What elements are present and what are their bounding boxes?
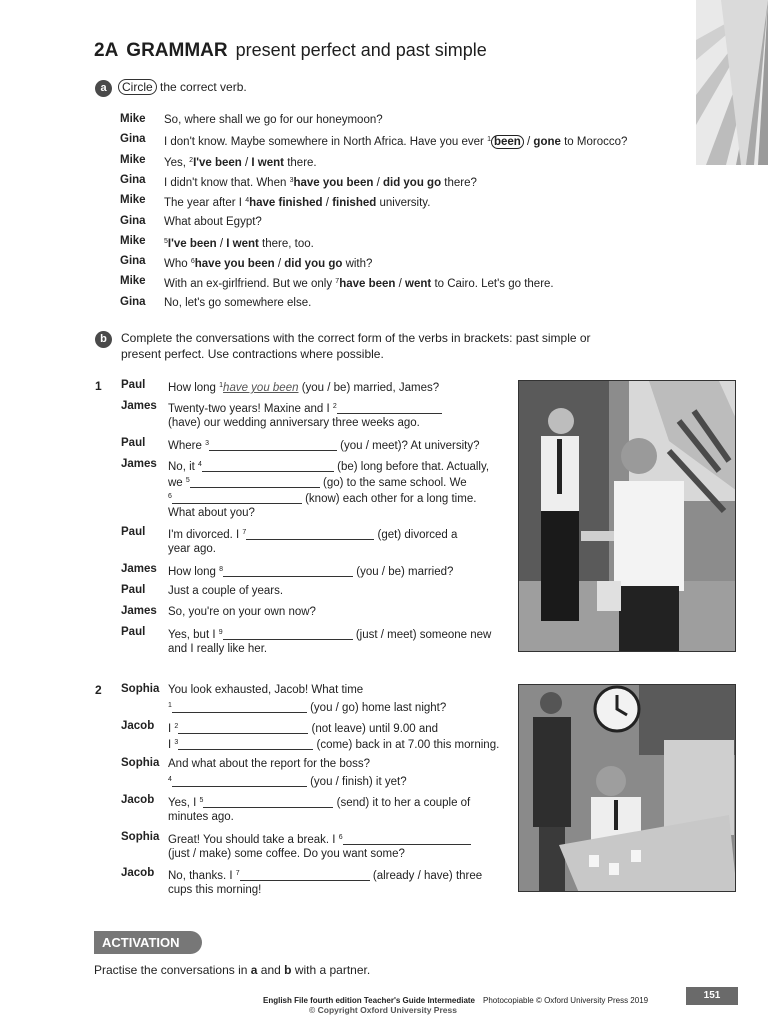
answer-blank	[178, 739, 313, 750]
line-text: (already / have) three	[369, 870, 483, 882]
separator: /	[322, 197, 333, 210]
item-number: 4	[245, 197, 250, 205]
speaker-name: Sophia	[121, 683, 160, 695]
dialogue-line	[164, 133, 627, 149]
verb-option: have you been	[194, 258, 275, 271]
dialogue-line	[168, 474, 467, 490]
item-number: 7	[235, 870, 240, 877]
verb-option: went	[405, 278, 432, 291]
line-text: there?	[441, 176, 477, 189]
dialogue-line	[168, 794, 470, 810]
speaker-name: Sophia	[121, 757, 160, 769]
dialogue-line	[164, 255, 372, 271]
dialogue-line	[168, 526, 457, 542]
item-number: 9	[218, 629, 223, 636]
verb-option: have been	[339, 278, 396, 291]
dialogue-line	[168, 490, 476, 506]
office-illustration-icon	[518, 684, 736, 892]
dialogue-line	[168, 563, 453, 579]
speaker-name: James	[121, 563, 157, 575]
dialogue-line	[164, 296, 311, 310]
answer-blank	[172, 702, 307, 713]
verb-option: have finished	[249, 197, 323, 210]
line-text: (know) each other for a long time.	[301, 493, 477, 505]
verb-option: did you go	[284, 258, 343, 271]
dialogue-line	[168, 736, 499, 752]
line-text: How long	[168, 566, 220, 578]
line-text: No, it	[168, 461, 199, 473]
dialogue-line	[168, 542, 216, 556]
dialogue-line	[164, 235, 314, 251]
item-number: 1	[487, 136, 491, 144]
speaker-name: Gina	[120, 214, 146, 227]
line-text: there.	[284, 156, 317, 169]
item-number: 4	[168, 776, 172, 783]
dialogue-line	[168, 506, 255, 520]
separator: /	[395, 278, 406, 291]
section-a-badge: a	[95, 80, 112, 97]
item-number: 8	[219, 566, 224, 573]
answer-blank	[172, 776, 307, 787]
line-text: (you / go) home last night?	[306, 702, 447, 714]
conversation-number-2: 2	[95, 683, 102, 697]
item-number: 7	[242, 529, 247, 536]
dialogue-line	[168, 757, 370, 771]
example-answer: have you been	[223, 382, 299, 394]
speaker-name: James	[121, 605, 157, 617]
section-a-instruction: Circle the correct verb.	[118, 80, 247, 94]
item-number: 5	[164, 237, 168, 245]
verb-option: I've been	[167, 237, 217, 250]
activation-tab: ACTIVATION	[94, 931, 202, 954]
item-number: 2	[174, 723, 179, 730]
line-text: (not leave) until 9.00 and	[308, 723, 439, 735]
line-text: (go) to the same school. We	[319, 477, 467, 489]
speaker-name: Mike	[120, 113, 146, 125]
line-text: Where	[168, 440, 206, 452]
answer-blank	[190, 477, 320, 488]
verb-option: did you go	[382, 176, 442, 189]
answer-blank	[202, 461, 334, 472]
separator: /	[216, 237, 227, 250]
line-text: minutes ago.	[168, 811, 234, 823]
item-number: 7	[335, 278, 340, 286]
line-text: we	[168, 477, 186, 489]
line-text: What about Egypt?	[164, 215, 262, 228]
line-text: (you / be) married, James?	[298, 382, 440, 394]
activation-instruction: Practise the conversations in a and b with a partner.	[94, 963, 371, 977]
item-number: 4	[198, 461, 202, 468]
line-text: I didn't know that. When	[164, 176, 290, 189]
answer-blank	[178, 723, 308, 734]
separator: /	[241, 156, 252, 169]
speaker-name: Mike	[120, 153, 146, 166]
line-text: Just a couple of years.	[168, 585, 284, 597]
answer-blank	[240, 870, 370, 881]
separator: /	[523, 136, 534, 149]
item-number: 3	[205, 440, 209, 447]
line-text: What about you?	[168, 507, 255, 519]
speaker-name: Gina	[120, 133, 146, 146]
answer-blank	[223, 566, 353, 577]
item-number: 5	[199, 797, 204, 804]
dialogue-line	[164, 113, 383, 127]
dialogue-line	[168, 437, 480, 453]
copyright-notice: © Copyright Oxford University Press	[309, 1005, 457, 1015]
dialogue-line	[168, 847, 405, 861]
line-text: to Morocco?	[560, 136, 628, 149]
line-text: (just / meet) someone new	[352, 629, 492, 641]
line-text: (just / make) some coffee. Do you want some?	[168, 848, 405, 860]
wedding-illustration-icon	[518, 380, 736, 652]
line-text: No, let's go somewhere else.	[164, 296, 312, 309]
section-b-badge: b	[95, 331, 112, 348]
line-text: No, thanks. I	[168, 870, 236, 882]
line-text: (you / be) married?	[353, 566, 454, 578]
speaker-name: Gina	[120, 295, 146, 308]
dialogue-line	[164, 174, 477, 190]
line-text: The year after I	[164, 197, 246, 210]
answer-blank	[343, 834, 471, 845]
speaker-name: Jacob	[121, 867, 155, 879]
dialogue-line	[168, 683, 363, 697]
verb-option: gone	[533, 136, 561, 149]
answer-blank	[203, 797, 333, 808]
line-text: year ago.	[168, 543, 216, 555]
speaker-name: Mike	[120, 275, 146, 288]
separator: /	[274, 258, 285, 271]
dialogue-line	[168, 831, 471, 847]
line-text: Yes,	[164, 156, 190, 169]
line-text: Yes, I	[168, 797, 200, 809]
item-number: 3	[289, 176, 294, 184]
verb-option: I went	[251, 156, 285, 169]
speaker-name: Sophia	[121, 831, 160, 843]
dialogue-line	[168, 867, 482, 883]
answer-blank	[172, 493, 302, 504]
verb-option: I've been	[193, 156, 242, 169]
speaker-name: Mike	[120, 234, 146, 247]
line-text: You look exhausted, Jacob! What time	[168, 684, 364, 696]
line-text: (get) divorced a	[374, 529, 458, 541]
dialogue-line	[168, 605, 316, 619]
speaker-name: Gina	[120, 255, 146, 268]
dialogue-line	[164, 275, 554, 291]
answer-blank	[337, 403, 442, 414]
line-text: So, where shall we go for our honeymoon?	[164, 114, 383, 126]
speaker-name: Mike	[120, 194, 146, 207]
dialogue-line	[168, 720, 438, 736]
dialogue-line	[168, 379, 439, 395]
dialogue-line	[168, 626, 491, 642]
item-number: 1	[219, 382, 224, 389]
circled-answer: been	[491, 135, 524, 149]
footer-text: English File fourth edition Teacher's Guide Intermediate Photocopiable © Oxford University Press 2019	[263, 996, 649, 1005]
speaker-name: Jacob	[121, 794, 155, 806]
line-text: With an ex-girlfriend. But we only	[164, 278, 336, 291]
speaker-name: James	[121, 458, 157, 470]
line-text: And what about the report for the boss?	[168, 758, 371, 770]
answer-blank	[246, 529, 374, 540]
line-text: (come) back in at 7.00 this morning.	[313, 739, 500, 751]
line-text: I don't know. Maybe somewhere in North Africa. Have you ever	[164, 136, 488, 149]
page-title: 2A GRAMMAR present perfect and past simple	[94, 40, 487, 61]
speaker-name: Jacob	[121, 720, 155, 732]
item-number: 2	[189, 156, 194, 164]
dialogue-line	[168, 773, 407, 789]
item-number: 1	[168, 702, 172, 709]
line-text: (you / finish) it yet?	[306, 776, 407, 788]
item-number: 6	[338, 834, 343, 841]
speaker-name: Gina	[120, 173, 146, 186]
dialogue-line	[168, 642, 267, 656]
line-text: How long	[168, 382, 220, 394]
section-b-instruction-2: present perfect. Use contractions where possible.	[121, 347, 384, 361]
speaker-name: Paul	[121, 526, 146, 538]
ray-decoration-icon	[696, 0, 768, 165]
line-text: (have) our wedding anniversary three weeks ago.	[168, 417, 420, 429]
line-text: there, too.	[258, 237, 314, 250]
answer-blank	[209, 440, 337, 451]
speaker-name: James	[121, 400, 157, 412]
verb-option: finished	[332, 197, 377, 210]
line-text: Who	[164, 258, 191, 271]
line-text: cups this morning!	[168, 884, 262, 896]
item-number: 5	[185, 477, 190, 484]
dialogue-line	[164, 154, 317, 170]
dialogue-line	[168, 458, 489, 474]
verb-option: I went	[226, 237, 259, 250]
line-text: I	[168, 723, 175, 735]
line-text: Great! You should take a break. I	[168, 834, 339, 846]
line-text: with?	[342, 258, 373, 271]
section-b-instruction-1: Complete the conversations with the correct form of the verbs in brackets: past simple or	[121, 331, 591, 345]
conversation-number-1: 1	[95, 379, 102, 393]
dialogue-line	[168, 810, 234, 824]
speaker-name: Paul	[121, 626, 146, 638]
line-text: (be) long before that. Actually,	[333, 461, 490, 473]
answer-blank	[223, 629, 353, 640]
dialogue-line	[168, 416, 420, 430]
line-text: Yes, but I	[168, 629, 219, 641]
dialogue-line	[164, 215, 262, 229]
line-text: So, you're on your own now?	[168, 606, 316, 618]
dialogue-line	[164, 194, 430, 210]
line-text: to Cairo. Let's go there.	[431, 278, 554, 291]
speaker-name: Paul	[121, 437, 146, 449]
item-number: 2	[332, 403, 337, 410]
separator: /	[373, 176, 383, 189]
dialogue-line	[168, 400, 442, 416]
item-number: 6	[168, 493, 172, 500]
verb-option: have you been	[293, 176, 374, 189]
line-text: Twenty-two years! Maxine and I	[168, 403, 333, 415]
dialogue-line	[168, 883, 261, 897]
line-text: I'm divorced. I	[168, 529, 243, 541]
speaker-name: Paul	[121, 379, 146, 391]
page-number: 151	[686, 987, 738, 1005]
dialogue-line	[168, 584, 283, 598]
line-text: I	[168, 739, 175, 751]
line-text: and I really like her.	[168, 643, 268, 655]
item-number: 6	[190, 258, 195, 266]
line-text: (you / meet)? At university?	[336, 440, 480, 452]
line-text: university.	[376, 197, 431, 210]
speaker-name: Paul	[121, 584, 146, 596]
line-text: (send) it to her a couple of	[333, 797, 471, 809]
dialogue-line	[168, 699, 446, 715]
item-number: 3	[174, 739, 179, 746]
